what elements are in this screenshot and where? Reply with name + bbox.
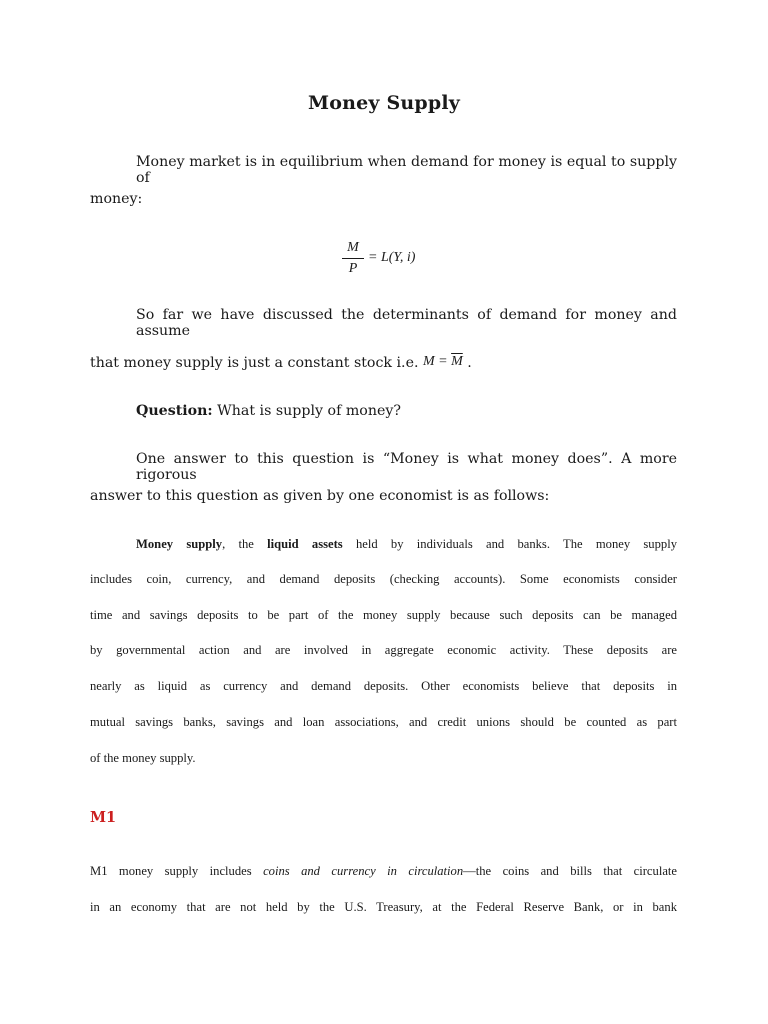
paragraph-2-line-1: So far we have discussed the determinants of demand for money and assume	[136, 307, 677, 339]
quote-line-1	[136, 537, 677, 552]
quote-term-liquid-assets: liquid assets	[267, 537, 343, 551]
quote-line-5: nearly as liquid as currency and demand deposits. Other economists believe that deposits in	[90, 679, 677, 693]
question-text: What is supply of money?	[217, 403, 401, 419]
paragraph-1-line-1: Money market is in equilibrium when demand for money is equal to supply of	[136, 154, 677, 186]
question-line	[136, 403, 677, 419]
quote-line-1-text-1: , the	[222, 537, 268, 551]
paragraph-2-line-2-text: that money supply is just a constant stock i.e.	[90, 355, 423, 371]
section-heading-m1: M1	[90, 809, 117, 826]
m1-line-1	[90, 864, 677, 879]
paragraph-2-line-2	[90, 355, 677, 372]
inline-equation-m-bar: $\overline{M}$	[451, 354, 463, 369]
equation-numerator: M	[347, 240, 359, 255]
quote-line-2: includes coin, currency, and demand deposits (checking accounts). Some economists consider	[90, 572, 677, 586]
quote-line-7: of the money supply.	[90, 751, 196, 765]
paragraph-2-line-2-end: .	[462, 355, 472, 371]
fraction-bar	[342, 258, 364, 259]
equation-rhs: = L(Y, i)	[368, 250, 416, 265]
question-label: Question:	[136, 403, 213, 419]
equation-fraction	[340, 240, 366, 277]
m1-line-1-text-2: —the coins and bills that circulate	[463, 864, 677, 878]
page-title: Money Supply	[307, 92, 461, 114]
quote-line-3: time and savings deposits to be part of the money supply because such deposits can be managed	[90, 608, 677, 622]
m1-italic-term: coins and currency in circulation	[263, 864, 464, 878]
quote-line-1-text-2: held by individuals and banks. The money supply	[342, 537, 677, 551]
quote-line-6: mutual savings banks, savings and loan associations, and credit unions should be counted as part	[90, 715, 677, 729]
paragraph-3-line-1: One answer to this question is “Money is what money does”. A more rigorous	[136, 451, 677, 483]
inline-equation	[423, 354, 463, 369]
paragraph-1-line-2: money:	[90, 191, 143, 207]
paragraph-3-line-2: answer to this question as given by one economist is as follows:	[90, 488, 550, 504]
quote-term-money-supply: Money supply	[136, 537, 223, 551]
equation-denominator: P	[348, 261, 358, 276]
m1-line-2: in an economy that are not held by the U.S. Treasury, at the Federal Reserve Bank, or in bank	[90, 900, 677, 914]
quote-line-4: by governmental action and are involved in aggregate economic activity. These deposits are	[90, 643, 677, 657]
m1-line-1-text-1: M1 money supply includes	[90, 864, 264, 878]
inline-equation-lhs: M =	[422, 354, 452, 369]
